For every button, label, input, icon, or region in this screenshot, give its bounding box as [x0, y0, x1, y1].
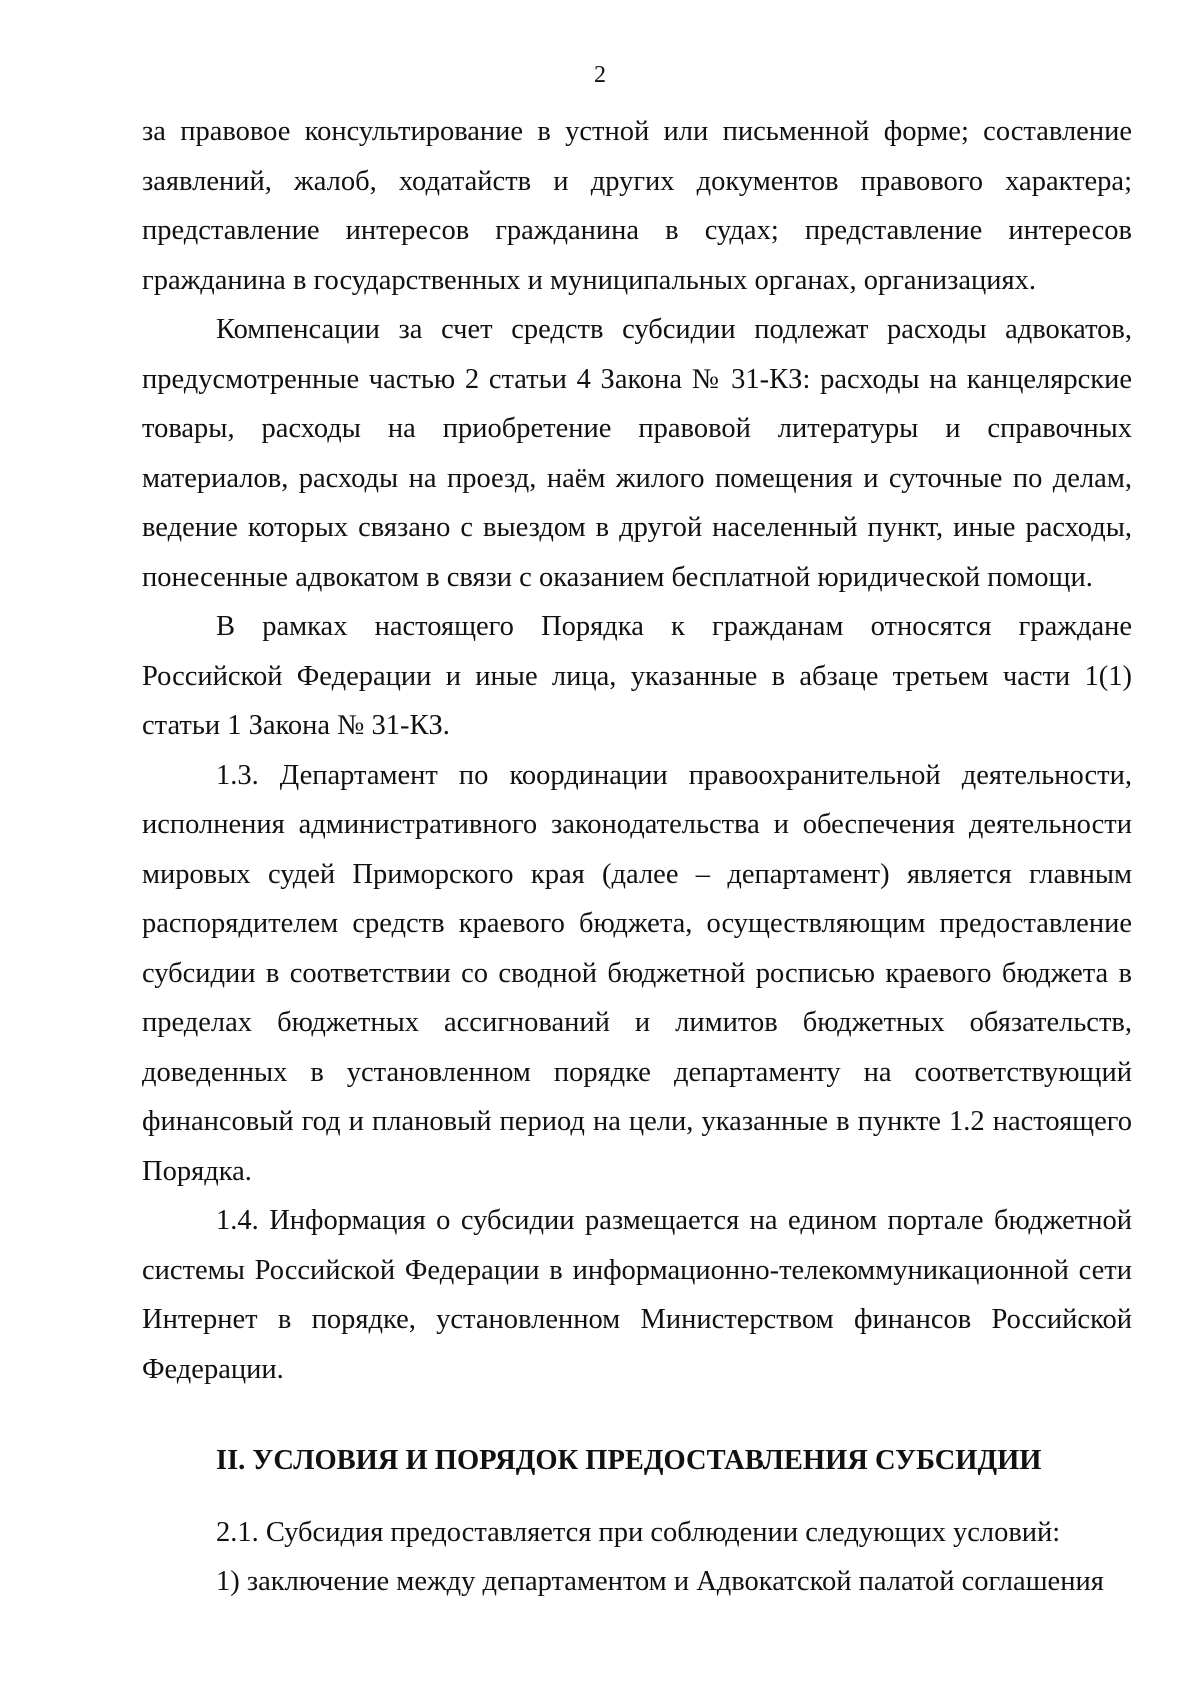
- page-number: 2: [594, 62, 606, 88]
- paragraph-citizens: В рамках настоящего Порядка к гражданам относятся граждане Российской Федерации и иные лица, указанные в абзаце третьем части 1(1) статьи 1 Закона № 31-КЗ.: [142, 611, 1132, 741]
- paragraph-2-1: 2.1. Субсидия предоставляется при соблюдении следующих условий:: [216, 1516, 1061, 1548]
- paragraph-1-4: 1.4. Информация о субсидии размещается на едином портале бюджетной системы Российской Федерации в информационно-телекоммуникационной сети Интернет в порядке, установленном Министерством финансов Российской Федерации.: [142, 1205, 1132, 1385]
- paragraph-2-1-item-1: 1) заключение между департаментом и Адвокатской палатой соглашения: [216, 1566, 1104, 1597]
- section-heading: II. УСЛОВИЯ И ПОРЯДОК ПРЕДОСТАВЛЕНИЯ СУБСИДИИ: [216, 1445, 1042, 1476]
- paragraph-compensation: Компенсации за счет средств субсидии подлежат расходы адвокатов, предусмотренные частью 2 статьи 4 Закона № 31-КЗ: расходы на канцелярские товары, расходы на приобретение правовой литературы и справочных материалов, расходы на проезд, наём жилого помещения и суточные по делам, ведение которых связано с выездом в другой населенный пункт, иные расходы, понесенные адвокатом в связи с оказанием бесплатной юридической помощи.: [142, 314, 1132, 593]
- document-body: [142, 107, 1132, 1607]
- paragraph-continuation: за правовое консультирование в устной или письменной форме; составление заявлений, жалоб, ходатайств и других документов правового характера; представление интересов гражданина в судах; представление интересов гражданина в государственных и муниципальных органах, организациях.: [142, 116, 1132, 296]
- paragraph-1-3: 1.3. Департамент по координации правоохранительной деятельности, исполнения административного законодательства и обеспечения деятельности мировых судей Приморского края (далее – департамент) является главным распорядителем средств краевого бюджета, осуществляющим предоставление субсидии в соответствии со сводной бюджетной росписью краевого бюджета в пределах бюджетных ассигнований и лимитов бюджетных обязательств, доведенных в установленном порядке департаменту на соответствующий финансовый год и плановый период на цели, указанные в пункте 1.2 настоящего Порядка.: [142, 759, 1132, 1187]
